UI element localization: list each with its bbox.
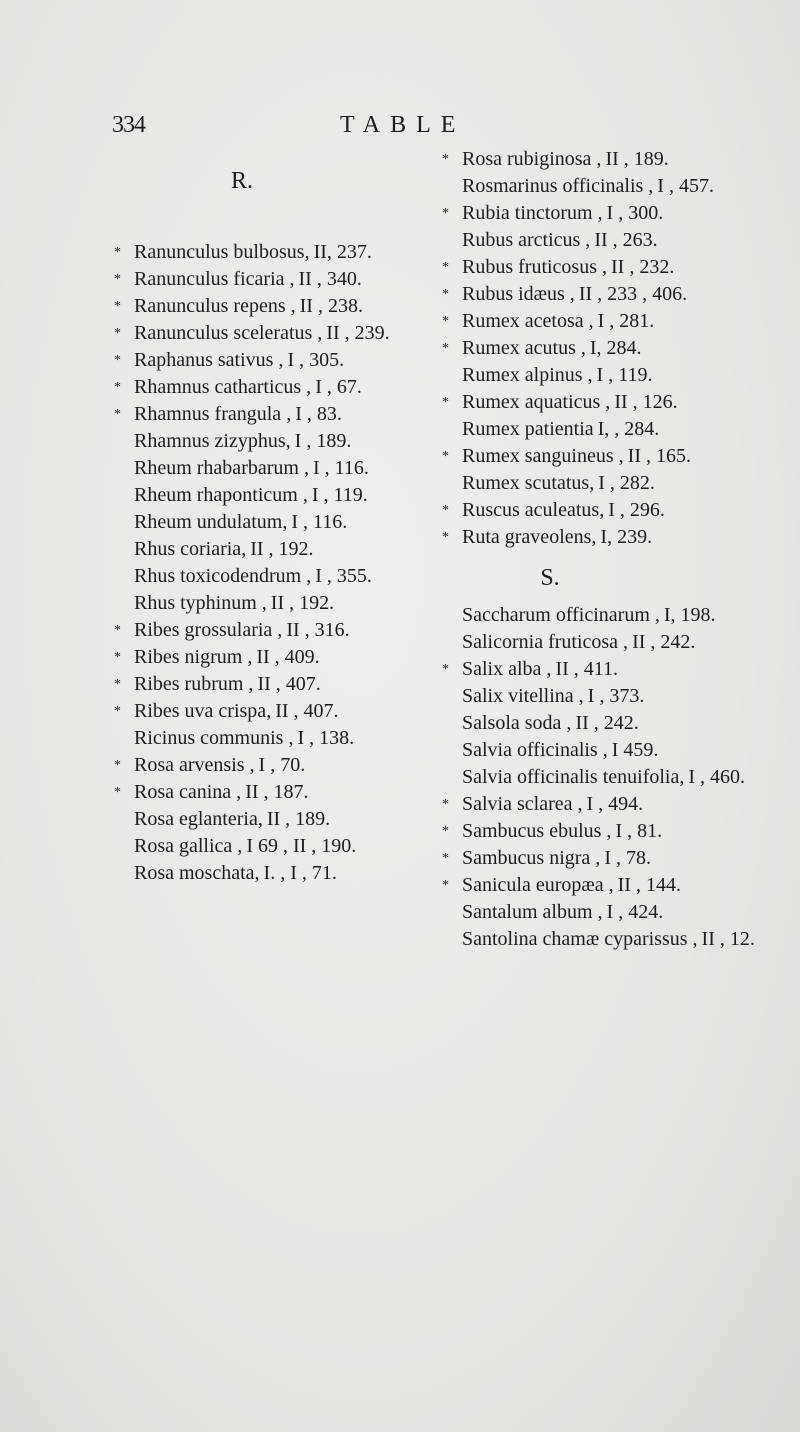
entry-name: Ribes nigrum , bbox=[134, 646, 253, 668]
entry-name: Ranunculus sceleratus , bbox=[134, 322, 323, 344]
index-entry bbox=[440, 173, 780, 200]
entry-reference: II , 192. bbox=[250, 538, 314, 560]
index-entry bbox=[440, 389, 780, 416]
index-entry bbox=[440, 227, 780, 254]
index-entry bbox=[440, 899, 780, 926]
entry-reference: II , 165. bbox=[627, 445, 691, 467]
asterisk-mark: * bbox=[442, 824, 449, 839]
index-entry bbox=[440, 683, 780, 710]
entry-reference: II , 232. bbox=[611, 256, 675, 278]
index-entry bbox=[112, 320, 432, 347]
index-entry bbox=[440, 146, 780, 173]
entry-name: Rubus idæus , bbox=[462, 283, 575, 305]
entry-reference: II , 189. bbox=[266, 808, 331, 830]
entry-name: Ruscus aculeatus, bbox=[462, 499, 605, 521]
entry-name: Rumex sanguineus , bbox=[462, 445, 624, 467]
index-entry bbox=[440, 818, 780, 845]
entry-name: Santalum album , bbox=[462, 901, 603, 923]
entry-name: Salix vitellina , bbox=[462, 685, 584, 707]
entry-reference: II , 407. bbox=[257, 673, 321, 695]
index-entry bbox=[112, 293, 432, 320]
index-entry bbox=[440, 362, 780, 389]
entry-name: Salvia officinalis , bbox=[462, 739, 608, 761]
asterisk-mark: * bbox=[442, 341, 449, 356]
entry-reference: II , 233 , 406. bbox=[578, 283, 688, 305]
asterisk-mark: * bbox=[114, 623, 121, 638]
index-entry bbox=[112, 401, 432, 428]
entry-name: Salicornia fruticosa , bbox=[462, 631, 629, 653]
entry-name: Saccharum officinarum , bbox=[462, 604, 660, 626]
entry-name: Rumex patientia bbox=[462, 418, 594, 440]
entry-reference: I , 457. bbox=[657, 175, 714, 197]
entry-reference: I , 83. bbox=[295, 403, 342, 425]
index-entry bbox=[440, 470, 780, 497]
entry-name: Sanicula europæa , bbox=[462, 874, 614, 896]
asterisk-mark: * bbox=[114, 353, 121, 368]
entry-reference: I , 67. bbox=[315, 376, 362, 398]
index-entry bbox=[112, 698, 432, 725]
entry-name: Rubia tinctorum , bbox=[462, 202, 603, 224]
asterisk-mark: * bbox=[442, 287, 449, 302]
index-entry bbox=[112, 428, 432, 455]
entry-name: Rumex alpinus , bbox=[462, 364, 593, 386]
index-entry bbox=[440, 281, 780, 308]
index-entry bbox=[440, 308, 780, 335]
entry-name: Rubus arcticus , bbox=[462, 229, 591, 251]
asterisk-mark: * bbox=[114, 245, 121, 260]
entry-name: Rosa arvensis , bbox=[134, 754, 255, 776]
asterisk-mark: * bbox=[442, 395, 449, 410]
asterisk-mark: * bbox=[114, 407, 121, 422]
index-entry bbox=[112, 779, 432, 806]
asterisk-mark: * bbox=[442, 503, 449, 518]
entry-reference: I, 239. bbox=[600, 526, 653, 548]
entry-reference: II , 407. bbox=[275, 700, 339, 722]
asterisk-mark: * bbox=[442, 314, 449, 329]
entry-name: Sambucus nigra , bbox=[462, 847, 601, 869]
index-entry bbox=[112, 266, 432, 293]
entry-name: Salix alba , bbox=[462, 658, 552, 680]
index-entry bbox=[112, 347, 432, 374]
entry-name: Rumex acutus , bbox=[462, 337, 586, 359]
asterisk-mark: * bbox=[114, 785, 121, 800]
entry-reference: I , 305. bbox=[287, 349, 345, 371]
entry-name: Santolina chamæ cyparissus , bbox=[462, 928, 698, 950]
left-column bbox=[112, 140, 432, 887]
entry-name: Rhus typhinum , bbox=[134, 592, 267, 614]
entry-reference: II , 242. bbox=[632, 631, 696, 653]
index-list-right-r bbox=[440, 146, 780, 551]
asterisk-mark: * bbox=[442, 797, 449, 812]
index-entry bbox=[440, 497, 780, 524]
entry-reference: I , 282. bbox=[598, 472, 655, 494]
asterisk-mark: * bbox=[442, 449, 449, 464]
entry-reference: I , 424. bbox=[606, 901, 664, 923]
index-entry bbox=[112, 509, 432, 536]
index-entry bbox=[112, 374, 432, 401]
entry-name: Sambucus ebulus , bbox=[462, 820, 612, 842]
entry-name: Rosa rubiginosa , bbox=[462, 148, 602, 170]
entry-reference: II , 316. bbox=[286, 619, 350, 641]
entry-name: Rosa moschata, bbox=[134, 862, 260, 884]
entry-name: Ribes grossularia , bbox=[134, 619, 283, 641]
section-letter-s: S. bbox=[540, 565, 560, 591]
entry-name: Rheum undulatum, bbox=[134, 511, 288, 533]
entry-reference: II , 126. bbox=[614, 391, 678, 413]
entry-name: Rumex aquaticus , bbox=[462, 391, 611, 413]
entry-reference: II , 340. bbox=[298, 268, 362, 290]
entry-name: Rubus fruticosus , bbox=[462, 256, 607, 278]
entry-reference: II , 12. bbox=[701, 928, 755, 950]
entry-name: Ranunculus ficaria , bbox=[134, 268, 295, 290]
entry-name: Rumex scutatus, bbox=[462, 472, 595, 494]
index-entry bbox=[440, 791, 780, 818]
index-entry bbox=[112, 590, 432, 617]
entry-name: Ruta graveolens, bbox=[462, 526, 597, 548]
index-entry bbox=[112, 671, 432, 698]
entry-name: Rheum rhaponticum , bbox=[134, 484, 308, 506]
index-list-left bbox=[112, 239, 432, 887]
asterisk-mark: * bbox=[114, 326, 121, 341]
entry-name: Rhus coriaria, bbox=[134, 538, 247, 560]
entry-name: Ricinus communis , bbox=[134, 727, 294, 749]
entry-reference: I , 355. bbox=[315, 565, 372, 587]
asterisk-mark: * bbox=[114, 299, 121, 314]
asterisk-mark: * bbox=[442, 878, 449, 893]
index-entry bbox=[112, 725, 432, 752]
entry-name: Rumex acetosa , bbox=[462, 310, 594, 332]
index-entry bbox=[440, 764, 780, 791]
asterisk-mark: * bbox=[114, 677, 121, 692]
entry-reference: I , 78. bbox=[604, 847, 651, 869]
index-entry bbox=[112, 455, 432, 482]
index-entry bbox=[112, 833, 432, 860]
entry-reference: I. , I , 71. bbox=[263, 862, 337, 884]
entry-name: Raphanus sativus , bbox=[134, 349, 284, 371]
index-entry bbox=[112, 239, 432, 266]
asterisk-mark: * bbox=[442, 260, 449, 275]
entry-name: Rhamnus frangula , bbox=[134, 403, 292, 425]
entry-reference: I , 70. bbox=[258, 754, 306, 776]
entry-name: Ribes rubrum , bbox=[134, 673, 254, 695]
entry-reference: I , 138. bbox=[297, 727, 355, 749]
entry-reference: II , 409. bbox=[256, 646, 320, 668]
entry-name: Salsola soda , bbox=[462, 712, 572, 734]
entry-reference: I 459. bbox=[611, 739, 659, 761]
entry-name: Rosa gallica , bbox=[134, 835, 243, 857]
index-entry bbox=[112, 482, 432, 509]
right-column bbox=[440, 146, 780, 953]
entry-name: Rosa eglanteria, bbox=[134, 808, 263, 830]
entry-reference: II , 411. bbox=[555, 658, 619, 680]
index-entry bbox=[440, 845, 780, 872]
entry-reference: I, 198. bbox=[663, 604, 716, 626]
index-entry bbox=[112, 644, 432, 671]
entry-reference: I , 373. bbox=[587, 685, 645, 707]
index-entry bbox=[440, 524, 780, 551]
page-number: 334 bbox=[112, 112, 145, 138]
index-entry bbox=[112, 563, 432, 590]
running-head: TABLE bbox=[340, 112, 466, 138]
index-entry bbox=[440, 656, 780, 683]
index-entry bbox=[440, 602, 780, 629]
entry-name: Rhus toxicodendrum , bbox=[134, 565, 312, 587]
index-entry bbox=[440, 629, 780, 656]
index-entry bbox=[112, 752, 432, 779]
entry-reference: I , 116. bbox=[291, 511, 348, 533]
index-entry bbox=[440, 335, 780, 362]
entry-name: Salvia officinalis tenuifolia, bbox=[462, 766, 685, 788]
entry-reference: I , 81. bbox=[615, 820, 663, 842]
entry-reference: I , 300. bbox=[606, 202, 664, 224]
entry-name: Salvia sclarea , bbox=[462, 793, 583, 815]
asterisk-mark: * bbox=[114, 758, 121, 773]
entry-reference: I, 284. bbox=[589, 337, 642, 359]
entry-name: Rhamnus catharticus , bbox=[134, 376, 312, 398]
index-entry bbox=[440, 737, 780, 764]
entry-reference: I , 116. bbox=[312, 457, 369, 479]
entry-reference: I , 119. bbox=[596, 364, 653, 386]
entry-reference: II , 263. bbox=[594, 229, 658, 251]
entry-reference: I , 189. bbox=[294, 430, 352, 452]
asterisk-mark: * bbox=[442, 662, 449, 677]
index-entry bbox=[440, 200, 780, 227]
section-letter-r: R. bbox=[230, 168, 253, 194]
asterisk-mark: * bbox=[114, 650, 121, 665]
entry-reference: I 69 , II , 190. bbox=[246, 835, 357, 857]
entry-name: Ribes uva crispa, bbox=[134, 700, 272, 722]
entry-reference: I , 281. bbox=[597, 310, 655, 332]
entry-reference: II , 189. bbox=[605, 148, 669, 170]
entry-reference: II , 239. bbox=[326, 322, 390, 344]
entry-reference: II , 242. bbox=[575, 712, 639, 734]
entry-name: Ranunculus bulbosus, bbox=[134, 241, 310, 263]
entry-name: Rosmarinus officinalis , bbox=[462, 175, 654, 197]
entry-name: Rosa canina , bbox=[134, 781, 242, 803]
index-entry bbox=[440, 710, 780, 737]
asterisk-mark: * bbox=[442, 206, 449, 221]
asterisk-mark: * bbox=[114, 272, 121, 287]
index-entry bbox=[112, 536, 432, 563]
entry-reference: I , 494. bbox=[586, 793, 644, 815]
entry-reference: I , 119. bbox=[311, 484, 368, 506]
entry-reference: II , 144. bbox=[617, 874, 681, 896]
index-entry bbox=[112, 860, 432, 887]
index-entry bbox=[440, 416, 780, 443]
entry-reference: II, 237. bbox=[313, 241, 372, 263]
entry-reference: I , 296. bbox=[608, 499, 665, 521]
index-entry bbox=[440, 926, 780, 953]
asterisk-mark: * bbox=[442, 851, 449, 866]
index-entry bbox=[440, 872, 780, 899]
entry-name: Rhamnus zizyphus, bbox=[134, 430, 291, 452]
asterisk-mark: * bbox=[114, 704, 121, 719]
index-entry bbox=[440, 443, 780, 470]
entry-name: Ranunculus repens , bbox=[134, 295, 296, 317]
entry-reference: II , 192. bbox=[270, 592, 335, 614]
entry-reference: I , 460. bbox=[688, 766, 746, 788]
asterisk-mark: * bbox=[114, 380, 121, 395]
asterisk-mark: * bbox=[442, 530, 449, 545]
index-entry bbox=[112, 617, 432, 644]
asterisk-mark: * bbox=[442, 152, 449, 167]
entry-reference: II , 238. bbox=[299, 295, 363, 317]
index-entry bbox=[112, 806, 432, 833]
entry-reference: I, , 284. bbox=[597, 418, 660, 440]
entry-reference: II , 187. bbox=[245, 781, 309, 803]
index-list-right-s bbox=[440, 602, 780, 953]
entry-name: Rheum rhabarbarum , bbox=[134, 457, 309, 479]
index-entry bbox=[440, 254, 780, 281]
